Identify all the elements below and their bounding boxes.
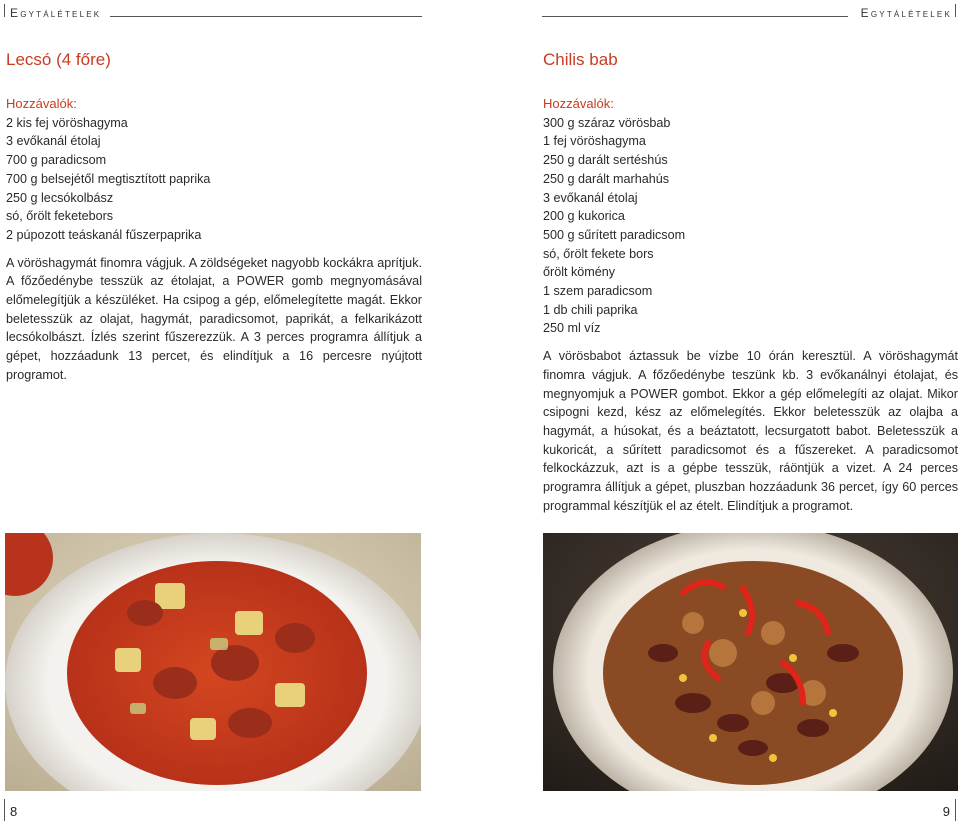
recipe-body bbox=[6, 95, 422, 385]
lecso-photo bbox=[5, 533, 421, 791]
ingredient-item: 2 kis fej vöröshagyma bbox=[6, 115, 128, 130]
recipe-title: Chilis bab bbox=[543, 50, 618, 69]
section-header: Egytálételek bbox=[10, 6, 102, 20]
header-rule bbox=[110, 16, 422, 17]
ingredients-list bbox=[6, 114, 422, 245]
ingredients-list bbox=[543, 114, 958, 338]
ingredient-item: 200 g kukorica bbox=[543, 209, 625, 224]
chili-plate-illustration bbox=[543, 533, 958, 791]
lecso-plate-illustration bbox=[5, 533, 421, 791]
page-number: 9 bbox=[942, 804, 950, 819]
right-page bbox=[480, 0, 960, 824]
ingredient-item: 700 g paradicsom bbox=[6, 153, 107, 168]
section-header: Egytálételek bbox=[860, 6, 952, 20]
ingredient-item: só, őrölt fekete bors bbox=[543, 246, 654, 261]
chili-bab-photo bbox=[543, 533, 958, 791]
page-number: 8 bbox=[10, 804, 18, 819]
ingredient-item: őrölt kömény bbox=[543, 265, 616, 280]
header-rule bbox=[542, 16, 848, 17]
ingredient-item: 1 szem paradicsom bbox=[543, 284, 653, 299]
footer-tick bbox=[4, 799, 5, 821]
method-paragraph: A vöröshagymát finomra vágjuk. A zöldségeket nagyobb kockákra aprítjuk. A főzőedénybe tesszük az étolajat, a POWER gomb megnyomásával előmelegítjük a készüléket. Ha csipog a gép, előmelegítette magát. Ekkor beletesszük az olajat, hagymát, paradicsomot, paprikát, a felkarikázott lecsókolbászt. Ízlés szerint fűszerezzük. A 3 perces programra állítjuk a gépet, hozzáadunk 13 percet, és elindítjuk a 16 percesre nyújtott programot. bbox=[6, 255, 422, 382]
recipe-body bbox=[543, 95, 958, 515]
recipe-title: Lecsó (4 főre) bbox=[6, 50, 111, 69]
ingredient-item: 2 púpozott teáskanál fűszerpaprika bbox=[6, 227, 202, 242]
ingredient-item: 700 g belsejétől megtisztított paprika bbox=[6, 171, 211, 186]
ingredient-item: 500 g sűrített paradicsom bbox=[543, 227, 686, 242]
header-tick bbox=[955, 4, 956, 17]
ingredient-item: 250 ml víz bbox=[543, 321, 601, 336]
ingredient-item: 3 evőkanál étolaj bbox=[543, 190, 638, 205]
ingredient-item: só, őrölt feketebors bbox=[6, 209, 114, 224]
ingredient-item: 250 g darált marhahús bbox=[543, 171, 670, 186]
footer-tick bbox=[955, 799, 956, 821]
ingredient-item: 300 g száraz vörösbab bbox=[543, 115, 671, 130]
method-paragraph: A vörösbabot áztassuk be vízbe 10 órán keresztül. A vöröshagymát finomra vágjuk. A főzőedénybe teszünk kb. 3 evőkanálnyi étolajat, és megnyomjuk a POWER gombot. Ekkor a gép előmelegíti az olajat. Mikor csipogni kezd, kész az előmelegítés. Ekkor beletesszük az olajba a hagymát, a húsokat, és a beáztatott, lecsurgatott babot. Beletesszük a kukoricát, a sűrített paradicsomot és a fűszereket. A paradicsomot felkockázzuk, azt is a gépbe tesszük, ráöntjük a vizet. A 24 perces programra állítjuk a gépet, pluszban hozzáadunk 36 percet, így 60 perces programmal készítjük el az ételt. Elindítjuk a programot. bbox=[543, 349, 958, 513]
header-tick bbox=[4, 4, 5, 17]
ingredient-item: 1 db chili paprika bbox=[543, 302, 638, 317]
ingredient-item: 250 g darált sertéshús bbox=[543, 153, 668, 168]
ingredients-heading: Hozzávalók: bbox=[6, 96, 77, 111]
ingredient-item: 3 evőkanál étolaj bbox=[6, 134, 101, 149]
ingredient-item: 250 g lecsókolbász bbox=[6, 190, 114, 205]
ingredients-heading: Hozzávalók: bbox=[543, 96, 614, 111]
ingredient-item: 1 fej vöröshagyma bbox=[543, 134, 646, 149]
